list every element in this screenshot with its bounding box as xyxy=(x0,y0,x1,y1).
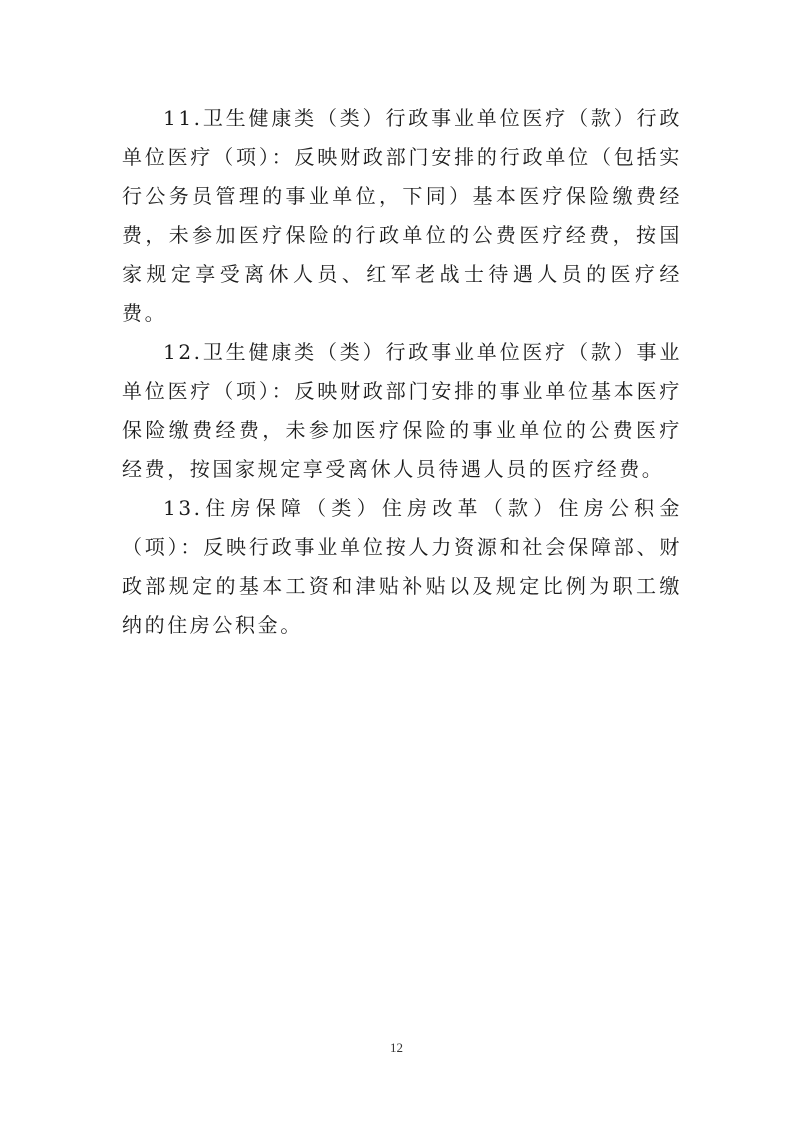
paragraph-item-13: 13.住房保障（类）住房改革（款）住房公积金（项）：反映行政事业单位按人力资源和社会保障部、财政部规定的基本工资和津贴补贴以及规定比例为职工缴纳的住房公积金。 xyxy=(122,496,682,637)
document-body xyxy=(122,99,682,645)
paragraph-item-11: 11.卫生健康类（类）行政事业单位医疗（款）行政单位医疗（项）：反映财政部门安排的行政单位（包括实行公务员管理的事业单位，下同）基本医疗保险缴费经费，未参加医疗保险的行政单位的公费医疗经费，按国家规定享受离休人员、红军老战士待遇人员的医疗经费。 xyxy=(122,106,682,325)
page-number: 12 xyxy=(390,1040,403,1055)
paragraph-item-12: 12.卫生健康类（类）行政事业单位医疗（款）事业单位医疗（项）：反映财政部门安排的事业单位基本医疗保险缴费经费，未参加医疗保险的事业单位的公费医疗经费，按国家规定享受离休人员待遇人员的医疗经费。 xyxy=(122,340,682,481)
